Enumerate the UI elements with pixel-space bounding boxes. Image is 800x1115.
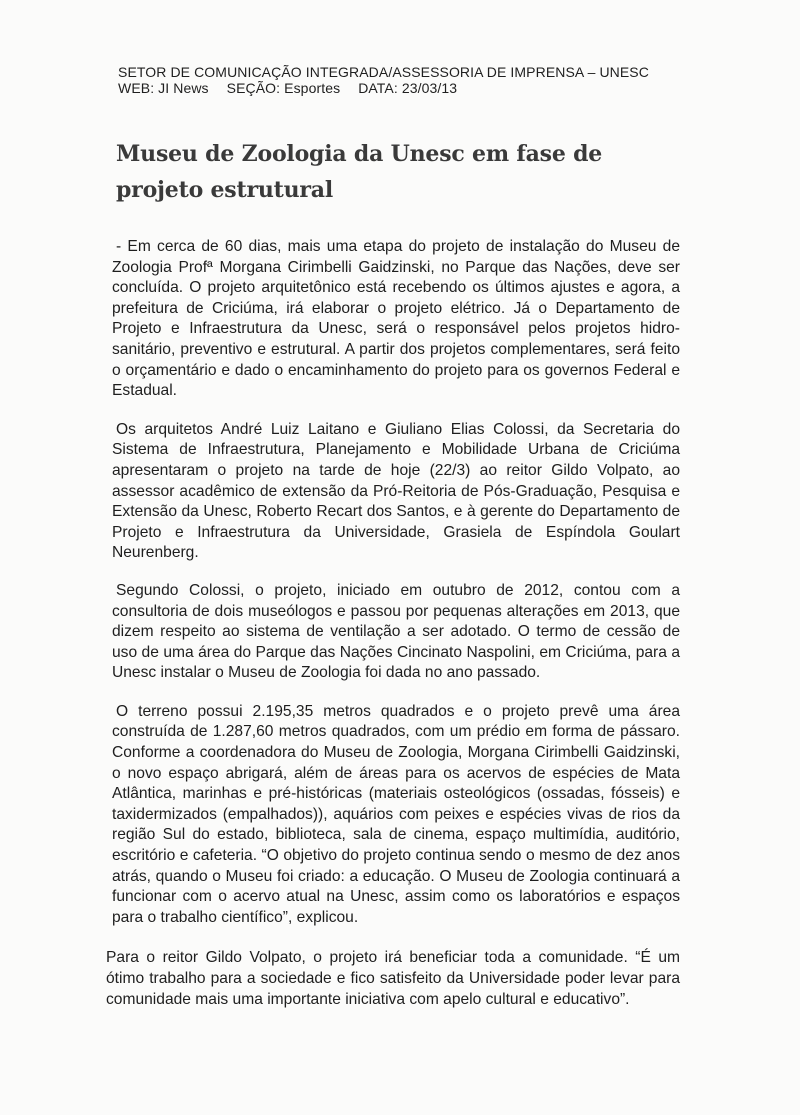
web-source: WEB: JI News [118, 80, 209, 96]
section-label: SEÇÃO: Esportes [226, 80, 341, 96]
paragraph-5: Para o reitor Gildo Volpato, o projeto irá beneficiar toda a comunidade. “É um ótimo trabalho para a sociedade e fico satisfeito da Universidade poder levar para comunidade mais uma importante iniciativa com apelo cultural e educativo”. [106, 949, 680, 1008]
date-label: DATA: 23/03/13 [358, 80, 458, 96]
article-body [106, 237, 680, 1010]
department-line: SETOR DE COMUNICAÇÃO INTEGRADA/ASSESSORIA DE IMPRENSA – UNESC [118, 64, 649, 80]
article-title: Museu de Zoologia da Unesc em fase de projeto estrutural [116, 141, 603, 203]
metadata-line [118, 80, 718, 96]
paragraph-4: O terreno possui 2.195,35 metros quadrados e o projeto prevê uma área construída de 1.287,60 metros quadrados, com um prédio em forma de pássaro. Conforme a coordenadora do Museu de Zoologia, Morgana Cirimbelli Gaidzinski, o novo espaço abrigará, além de áreas para os acervos de espécies de Mata Atlântica, marinhas e pré-históricas (materiais osteológicos (ossadas, fósseis) e taxidermizados (empalhados)), aquários com peixes e espécies vivas de rios da região Sul do estado, biblioteca, sala de cinema, espaço multimídia, auditório, escritório e cafeteria. “O objetivo do projeto continua sendo o mesmo de dez anos atrás, quando o Museu foi criado: a educação. O Museu de Zoologia continuará a funcionar com o acervo atual na Unesc, assim como os laboratórios e espaços para o trabalho científico”, explicou. [112, 702, 680, 926]
paragraph-3: Segundo Colossi, o projeto, iniciado em outubro de 2012, contou com a consultoria de dois museólogos e passou por pequenas alterações em 2013, que dizem respeito ao sistema de ventilação a ser adotado. O termo de cessão de uso de uma área do Parque das Nações Cincinato Naspolini, em Criciúma, para a Unesc instalar o Museu de Zoologia foi dada no ano passado. [112, 581, 680, 682]
press-header [118, 64, 718, 96]
paragraph-1: - Em cerca de 60 dias, mais uma etapa do projeto de instalação do Museu de Zoologia Profª Morgana Cirimbelli Gaidzinski, no Parque das Nações, deve ser concluída. O projeto arquitetônico está recebendo os últimos ajustes e agora, a prefeitura de Criciúma, irá elaborar o projeto elétrico. Já o Departamento de Projeto e Infraestrutura da Unesc, será o responsável pelos projetos hidro-sanitário, preventivo e estrutural. A partir dos projetos complementares, será feito o orçamentário e dado o encaminhamento do projeto para os governos Federal e Estadual. [112, 238, 680, 400]
paragraph-2: Os arquitetos André Luiz Laitano e Giuliano Elias Colossi, da Secretaria do Sistema de Infraestrutura, Planejamento e Mobilidade Urbana de Criciúma apresentaram o projeto na tarde de hoje (22/3) ao reitor Gildo Volpato, ao assessor acadêmico de extensão da Pró-Reitoria de Pós-Graduação, Pesquisa e Extensão da Unesc, Roberto Recart dos Santos, e à gerente do Departamento de Projeto e Infraestrutura da Universidade, Grasiela de Espíndola Goulart Neurenberg. [112, 420, 680, 562]
